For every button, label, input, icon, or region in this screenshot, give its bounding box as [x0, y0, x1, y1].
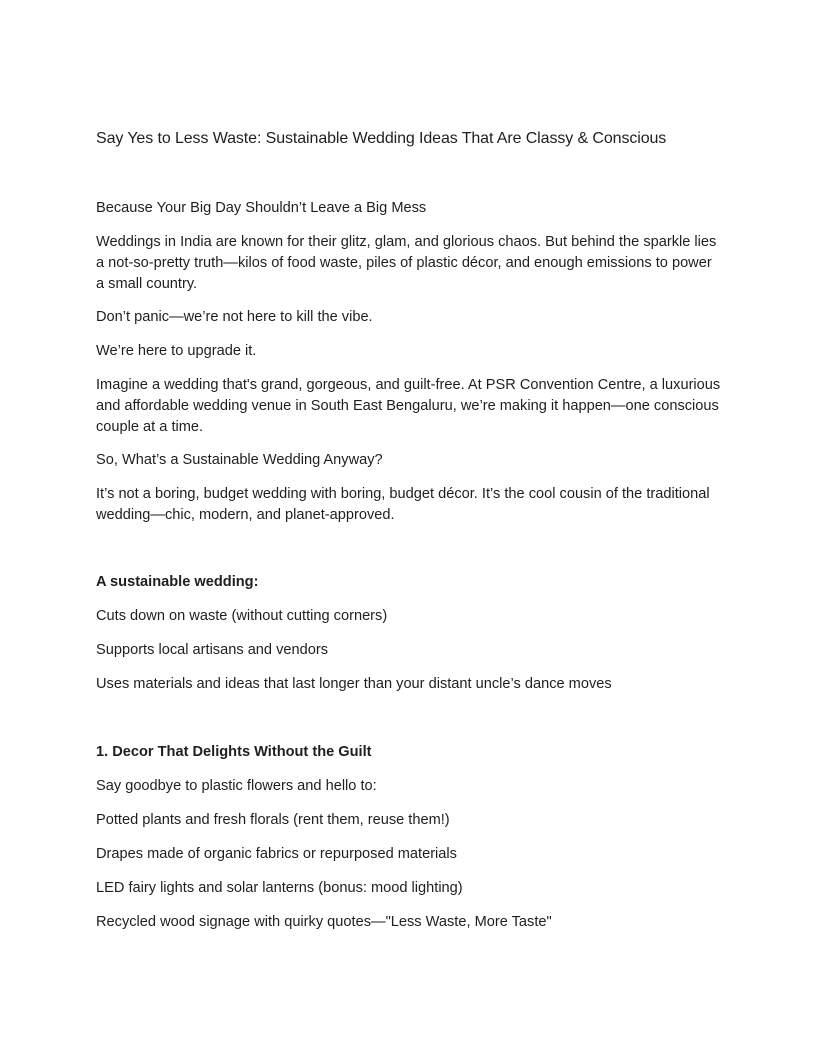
list-item: Supports local artisans and vendors — [96, 642, 329, 658]
intro-paragraph-3: We’re here to upgrade it. — [96, 343, 257, 359]
section-heading-sustainable: A sustainable wedding: — [96, 574, 259, 590]
answer-paragraph: It’s not a boring, budget wedding with boring, budget décor. It’s the cool cousin of the traditional wedding—chic, modern, and planet-approved. — [96, 486, 710, 523]
section-heading-decor: 1. Decor That Delights Without the Guilt — [96, 744, 372, 760]
subtitle: Because Your Big Day Shouldn’t Leave a Big Mess — [96, 200, 427, 216]
intro-paragraph-2: Don’t panic—we’re not here to kill the vibe. — [96, 309, 373, 325]
list-item: Uses materials and ideas that last longer than your distant uncle’s dance moves — [96, 676, 612, 692]
intro-paragraph-1: Weddings in India are known for their glitz, glam, and glorious chaos. But behind the sparkle lies a not-so-pretty truth—kilos of food waste, piles of plastic décor, and enough emissions to power a small country. — [96, 234, 717, 292]
document-title: Say Yes to Less Waste: Sustainable Wedding Ideas That Are Classy & Conscious — [96, 130, 667, 147]
list-item: Potted plants and fresh florals (rent them, reuse them!) — [96, 812, 450, 828]
list-item: Recycled wood signage with quirky quotes—"Less Waste, More Taste" — [96, 914, 552, 930]
list-item: LED fairy lights and solar lanterns (bonus: mood lighting) — [96, 880, 463, 896]
section-lead: Say goodbye to plastic flowers and hello to: — [96, 778, 377, 794]
list-item: Drapes made of organic fabrics or repurposed materials — [96, 846, 457, 862]
intro-paragraph-4: Imagine a wedding that's grand, gorgeous, and guilt-free. At PSR Convention Centre, a luxurious and affordable wedding venue in South East Bengaluru, we’re making it happen—one conscious couple at a time. — [96, 377, 721, 435]
list-item: Cuts down on waste (without cutting corners) — [96, 608, 388, 624]
question-heading: So, What’s a Sustainable Wedding Anyway? — [96, 452, 383, 468]
